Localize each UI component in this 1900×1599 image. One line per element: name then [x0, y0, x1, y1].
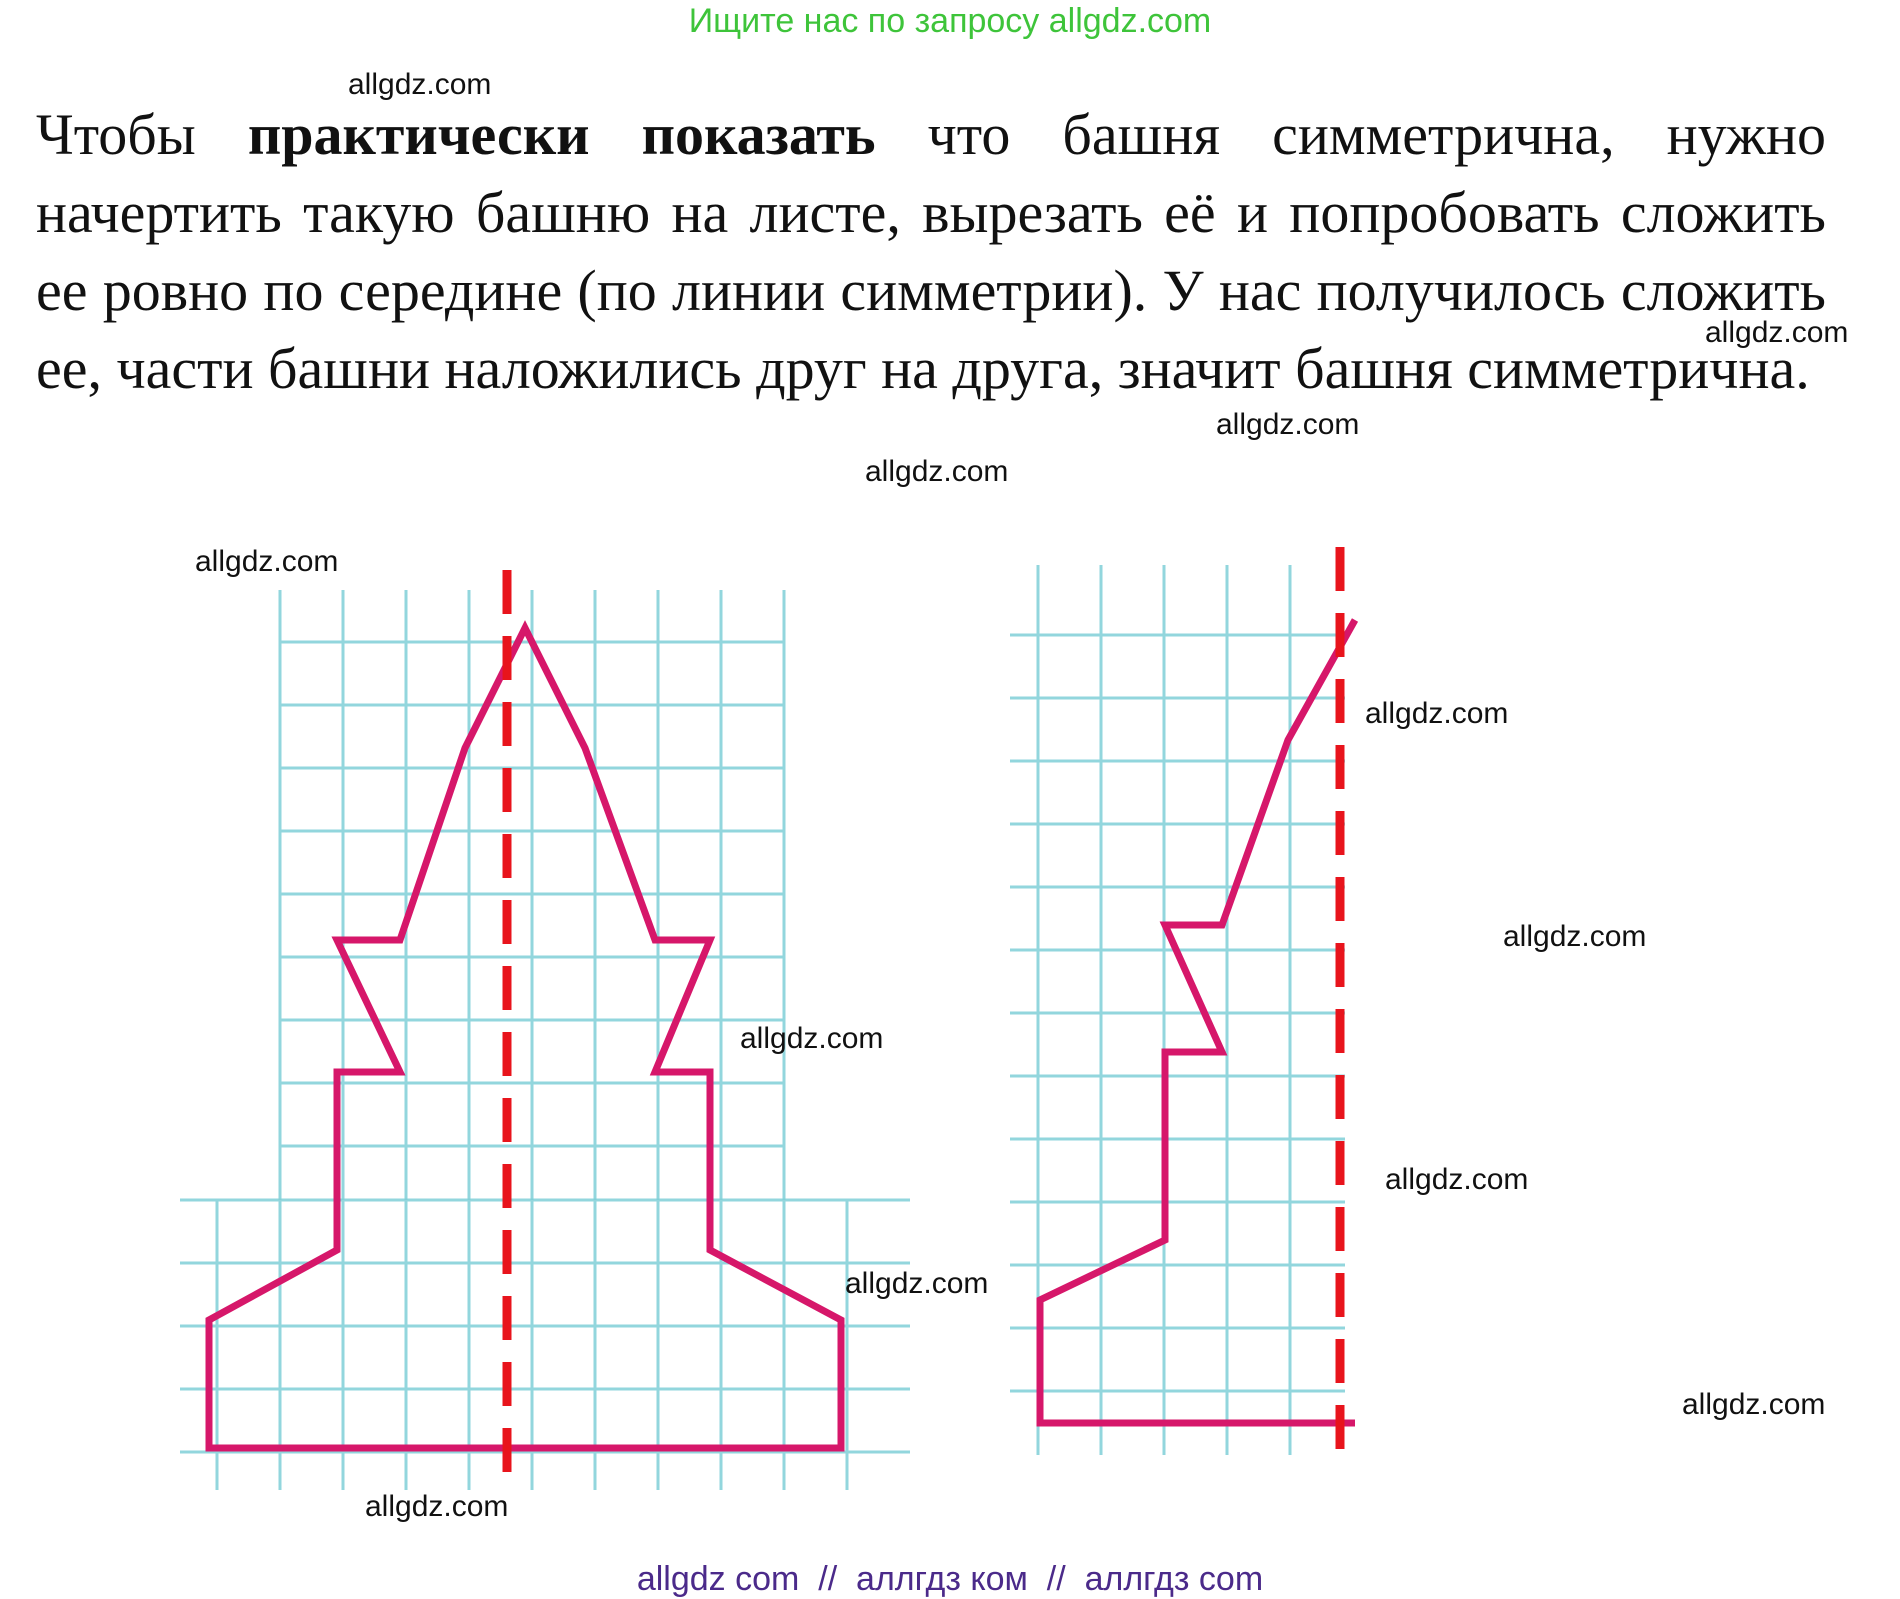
- footer-links: allgdz com // аллгдз ком // аллгдз com: [636, 1560, 1264, 1598]
- watermark: allgdz.com: [195, 545, 339, 578]
- grid-half: [1010, 565, 1345, 1455]
- watermark: allgdz.com: [1216, 408, 1360, 441]
- text-bold: практически показать: [247, 102, 876, 167]
- text-part-2: что башня симметрична, нужно начертить такую башню на листе, вырезать её и попробовать сложить ее ровно по середине (по линии симметрии). У нас получилось сложить ее, части башни наложились друг на друга, значит башня симметрична.: [36, 102, 1827, 401]
- watermark: allgdz.com: [1385, 1163, 1529, 1196]
- watermark: allgdz.com: [865, 455, 1009, 488]
- watermark: allgdz.com: [845, 1267, 989, 1300]
- top-banner: Ищите нас по запросу allgdz.com: [688, 2, 1212, 40]
- watermark: allgdz.com: [365, 1490, 509, 1523]
- text-part-1: Чтобы: [36, 102, 248, 167]
- watermark: allgdz.com: [1682, 1388, 1826, 1421]
- watermark: allgdz.com: [348, 68, 492, 101]
- explanation-paragraph: [36, 96, 1826, 408]
- folded-half-figure: [1000, 535, 1380, 1465]
- half-tower-outline: [1040, 620, 1355, 1423]
- watermark: allgdz.com: [1503, 920, 1647, 953]
- watermark: allgdz.com: [740, 1022, 884, 1055]
- watermark: allgdz.com: [1365, 697, 1509, 730]
- watermark: allgdz.com: [1705, 316, 1849, 349]
